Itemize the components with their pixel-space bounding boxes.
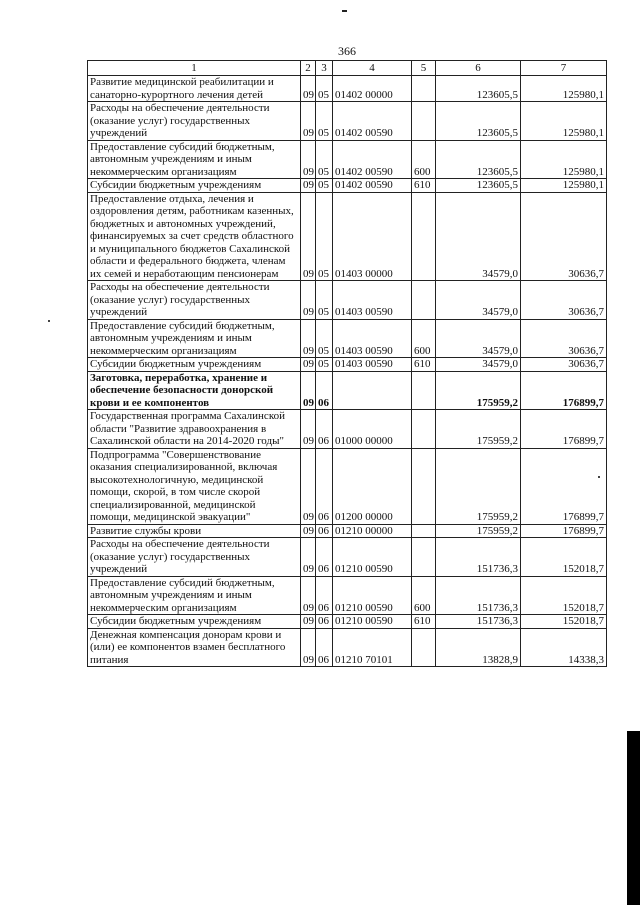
- row-subsection-code: 06: [316, 576, 333, 615]
- row-subsection-code: 05: [316, 281, 333, 320]
- row-name: Развитие медицинской реабилитации и санаторно-курортного лечения детей: [88, 76, 301, 102]
- row-name: Государственная программа Сахалинской области "Развитие здравоохранения в Сахалинской области на 2014-2020 годы": [88, 410, 301, 449]
- row-target-article: 01402 00590: [333, 102, 412, 141]
- row-value-col6: 151736,3: [436, 538, 521, 577]
- row-value-col7: 125980,1: [521, 140, 607, 179]
- row-subsection-code: 06: [316, 371, 333, 410]
- row-expense-type: [412, 410, 436, 449]
- row-subsection-code: 05: [316, 76, 333, 102]
- row-name: Денежная компенсация донорам крови и (или) ее компонентов взамен бесплатного питания: [88, 628, 301, 667]
- row-subsection-code: 05: [316, 319, 333, 358]
- row-target-article: 01402 00590: [333, 179, 412, 193]
- row-expense-type: 610: [412, 615, 436, 629]
- row-value-col6: 13828,9: [436, 628, 521, 667]
- row-expense-type: [412, 76, 436, 102]
- row-value-col7: 30636,7: [521, 319, 607, 358]
- row-name: Субсидии бюджетным учреждениям: [88, 179, 301, 193]
- table-row: [88, 410, 607, 449]
- row-target-article: 01210 70101: [333, 628, 412, 667]
- row-subsection-code: 05: [316, 140, 333, 179]
- row-name: Подпрограмма "Совершенствование оказания специализированной, включая высокотехнологичную, медицинской помощи, скорой, в том числе скорой специализированной, медицинской помощи, медицинской эвакуации": [88, 448, 301, 524]
- row-subsection-code: 06: [316, 410, 333, 449]
- row-target-article: 01402 00000: [333, 76, 412, 102]
- row-name: Предоставление субсидий бюджетным, автономным учреждениям и иным некоммерческим организациям: [88, 140, 301, 179]
- row-value-col7: 14338,3: [521, 628, 607, 667]
- row-value-col6: 175959,2: [436, 410, 521, 449]
- row-name: Предоставление отдыха, лечения и оздоровления детям, работникам казенных, бюджетных и автономных учреждений, финансируемых за счет средств областного и муниципального бюджетов Сахалинской области и федерального бюджета, членам их семей и неработающим пенсионерам: [88, 192, 301, 281]
- row-target-article: 01000 00000: [333, 410, 412, 449]
- row-name: Развитие службы крови: [88, 524, 301, 538]
- row-expense-type: [412, 538, 436, 577]
- row-section-code: 09: [301, 192, 316, 281]
- row-expense-type: [412, 524, 436, 538]
- row-subsection-code: 06: [316, 628, 333, 667]
- row-value-col7: 152018,7: [521, 615, 607, 629]
- row-target-article: 01403 00590: [333, 319, 412, 358]
- row-subsection-code: 05: [316, 102, 333, 141]
- row-section-code: 09: [301, 371, 316, 410]
- row-subsection-code: 06: [316, 538, 333, 577]
- row-value-col6: 34579,0: [436, 319, 521, 358]
- row-name: Расходы на обеспечение деятельности (оказание услуг) государственных учреждений: [88, 102, 301, 141]
- row-subsection-code: 06: [316, 615, 333, 629]
- row-name: Субсидии бюджетным учреждениям: [88, 358, 301, 372]
- column-header: 4: [333, 61, 412, 76]
- row-section-code: 09: [301, 281, 316, 320]
- row-value-col6: 175959,2: [436, 448, 521, 524]
- row-target-article: 01402 00590: [333, 140, 412, 179]
- row-value-col6: 34579,0: [436, 358, 521, 372]
- table-row: [88, 538, 607, 577]
- page-number: 366: [338, 44, 356, 58]
- scan-mark: [342, 10, 347, 12]
- row-target-article: 01210 00590: [333, 576, 412, 615]
- row-value-col7: 176899,7: [521, 524, 607, 538]
- column-header: 1: [88, 61, 301, 76]
- row-target-article: 01403 00000: [333, 192, 412, 281]
- row-value-col7: 125980,1: [521, 102, 607, 141]
- row-value-col7: 30636,7: [521, 192, 607, 281]
- row-section-code: 09: [301, 410, 316, 449]
- row-expense-type: 600: [412, 140, 436, 179]
- table-row: [88, 192, 607, 281]
- table-row: [88, 281, 607, 320]
- row-section-code: 09: [301, 615, 316, 629]
- row-section-code: 09: [301, 319, 316, 358]
- row-value-col7: 30636,7: [521, 281, 607, 320]
- row-expense-type: [412, 192, 436, 281]
- row-expense-type: 610: [412, 358, 436, 372]
- row-section-code: 09: [301, 628, 316, 667]
- row-name: Расходы на обеспечение деятельности (оказание услуг) государственных учреждений: [88, 538, 301, 577]
- column-header: 2: [301, 61, 316, 76]
- row-target-article: [333, 371, 412, 410]
- row-value-col7: 125980,1: [521, 179, 607, 193]
- row-value-col7: 176899,7: [521, 448, 607, 524]
- row-value-col6: 123605,5: [436, 179, 521, 193]
- row-value-col6: 175959,2: [436, 371, 521, 410]
- row-name: Заготовка, переработка, хранение и обеспечение безопасности донорской крови и ее компонентов: [88, 371, 301, 410]
- row-value-col7: 152018,7: [521, 576, 607, 615]
- row-expense-type: [412, 281, 436, 320]
- row-section-code: 09: [301, 76, 316, 102]
- row-value-col6: 123605,5: [436, 102, 521, 141]
- table-header-row: [88, 61, 607, 76]
- table-row: [88, 576, 607, 615]
- row-value-col6: 123605,5: [436, 76, 521, 102]
- row-target-article: 01210 00590: [333, 615, 412, 629]
- column-header: 3: [316, 61, 333, 76]
- row-expense-type: [412, 628, 436, 667]
- row-name: Субсидии бюджетным учреждениям: [88, 615, 301, 629]
- row-value-col7: 176899,7: [521, 410, 607, 449]
- row-value-col7: 125980,1: [521, 76, 607, 102]
- row-section-code: 09: [301, 140, 316, 179]
- row-subsection-code: 05: [316, 192, 333, 281]
- budget-table: [87, 60, 607, 667]
- row-section-code: 09: [301, 448, 316, 524]
- row-value-col7: 176899,7: [521, 371, 607, 410]
- row-value-col7: 30636,7: [521, 358, 607, 372]
- row-section-code: 09: [301, 538, 316, 577]
- table-row: [88, 179, 607, 193]
- row-value-col6: 151736,3: [436, 576, 521, 615]
- row-subsection-code: 06: [316, 448, 333, 524]
- row-value-col7: 152018,7: [521, 538, 607, 577]
- column-header: 7: [521, 61, 607, 76]
- row-expense-type: 600: [412, 319, 436, 358]
- row-value-col6: 34579,0: [436, 281, 521, 320]
- row-section-code: 09: [301, 179, 316, 193]
- column-header: 6: [436, 61, 521, 76]
- row-section-code: 09: [301, 576, 316, 615]
- row-expense-type: 610: [412, 179, 436, 193]
- row-expense-type: [412, 102, 436, 141]
- table-row: [88, 448, 607, 524]
- scan-edge-bar: [627, 731, 640, 905]
- row-value-col6: 175959,2: [436, 524, 521, 538]
- row-expense-type: [412, 371, 436, 410]
- row-value-col6: 151736,3: [436, 615, 521, 629]
- row-target-article: 01210 00590: [333, 538, 412, 577]
- column-header: 5: [412, 61, 436, 76]
- row-target-article: 01210 00000: [333, 524, 412, 538]
- row-target-article: 01403 00590: [333, 358, 412, 372]
- scan-mark: [48, 320, 50, 322]
- row-value-col6: 34579,0: [436, 192, 521, 281]
- row-subsection-code: 05: [316, 179, 333, 193]
- table-row: [88, 140, 607, 179]
- table-row: [88, 371, 607, 410]
- table-row: [88, 628, 607, 667]
- row-target-article: 01200 00000: [333, 448, 412, 524]
- row-name: Расходы на обеспечение деятельности (оказание услуг) государственных учреждений: [88, 281, 301, 320]
- table-row: [88, 76, 607, 102]
- row-expense-type: 600: [412, 576, 436, 615]
- row-section-code: 09: [301, 524, 316, 538]
- table-row: [88, 319, 607, 358]
- row-subsection-code: 05: [316, 358, 333, 372]
- table-row: [88, 615, 607, 629]
- row-target-article: 01403 00590: [333, 281, 412, 320]
- table-row: [88, 102, 607, 141]
- row-name: Предоставление субсидий бюджетным, автономным учреждениям и иным некоммерческим организациям: [88, 576, 301, 615]
- row-subsection-code: 06: [316, 524, 333, 538]
- row-name: Предоставление субсидий бюджетным, автономным учреждениям и иным некоммерческим организациям: [88, 319, 301, 358]
- row-section-code: 09: [301, 102, 316, 141]
- row-value-col6: 123605,5: [436, 140, 521, 179]
- table-row: [88, 524, 607, 538]
- table-row: [88, 358, 607, 372]
- row-expense-type: [412, 448, 436, 524]
- row-section-code: 09: [301, 358, 316, 372]
